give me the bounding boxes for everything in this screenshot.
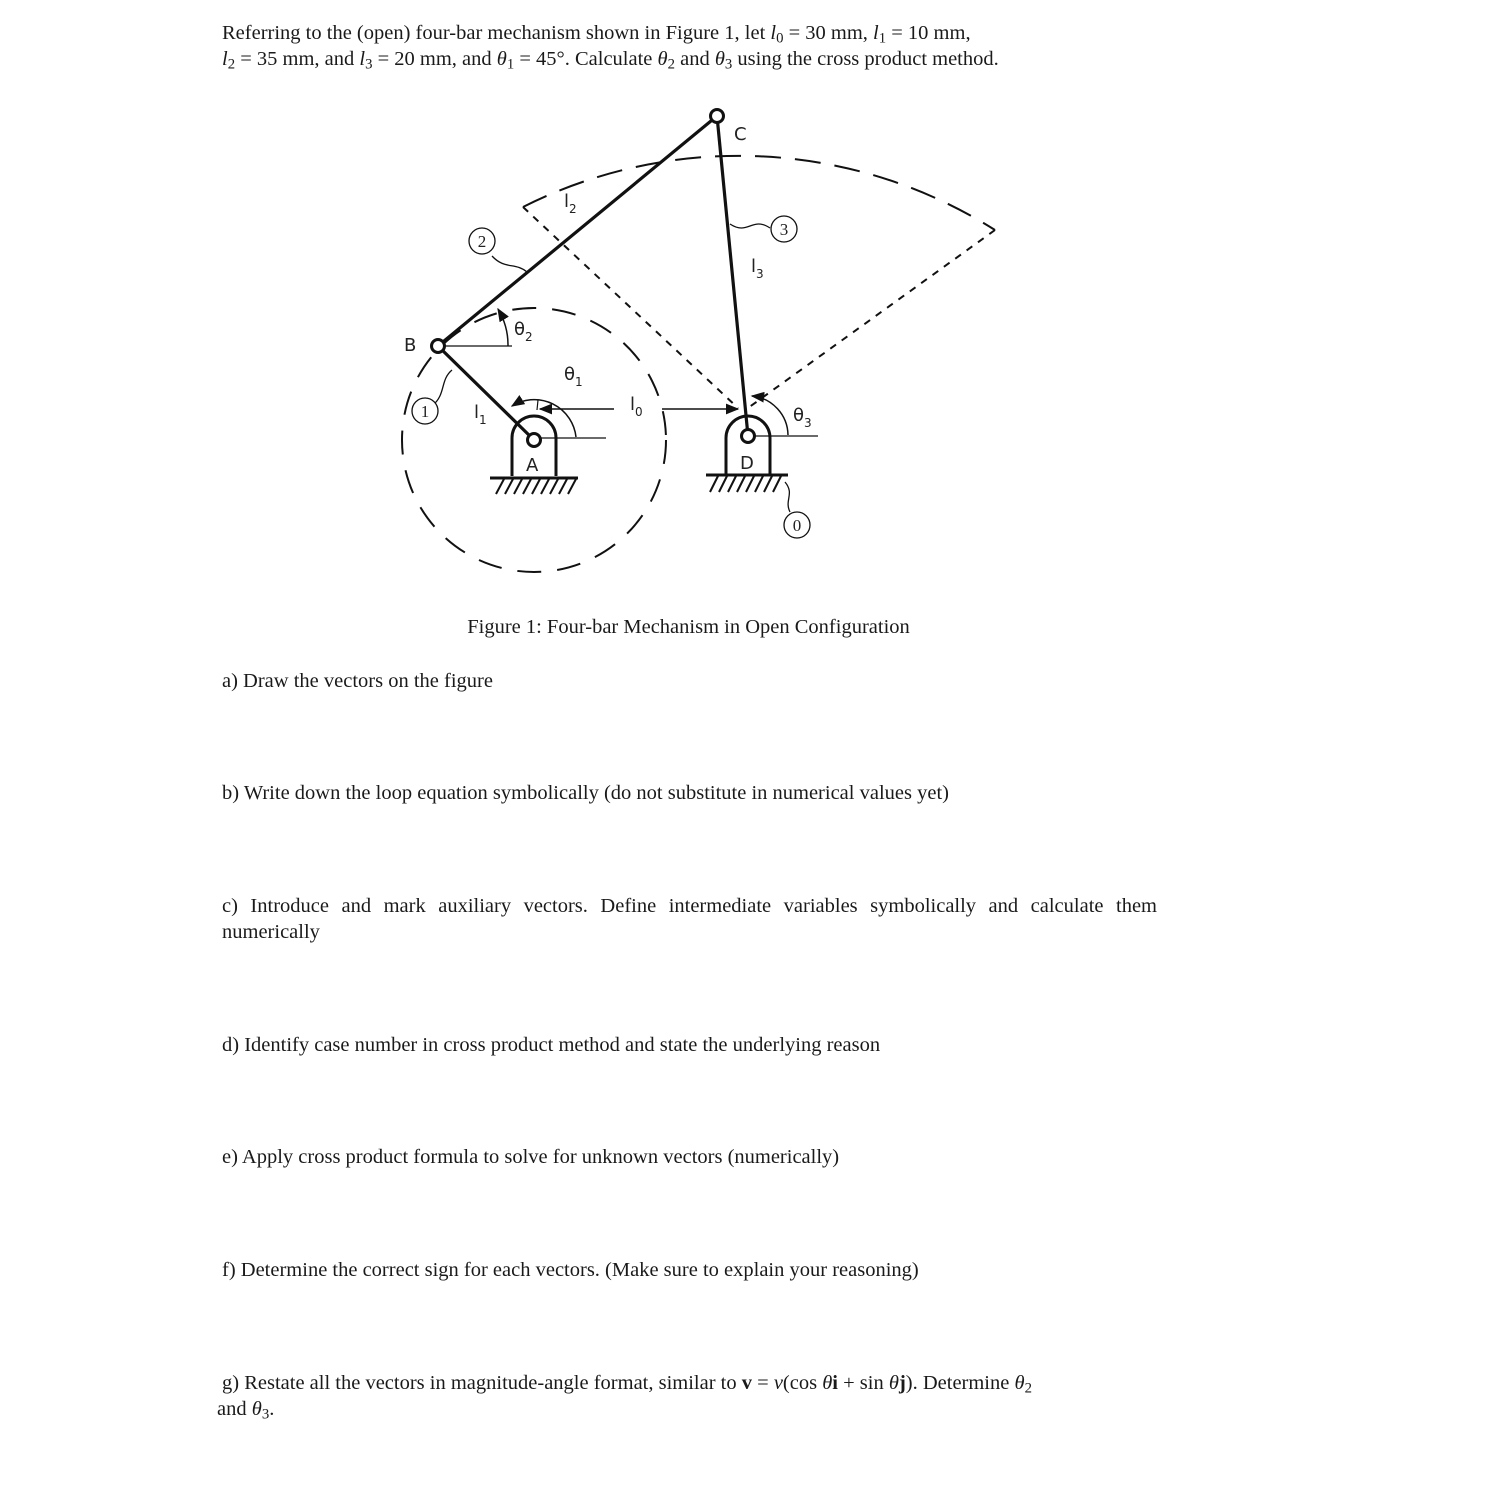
label-d: D xyxy=(740,453,754,474)
label-l3: $l_3$ xyxy=(751,256,764,281)
sin-term: + sin xyxy=(837,1372,889,1394)
mechanism-diagram xyxy=(380,95,1020,595)
symbol-l1: l xyxy=(873,22,879,44)
pin-b xyxy=(432,340,445,353)
l1-value: = 10 mm, xyxy=(886,22,971,44)
magnitude-v: v xyxy=(773,1372,783,1394)
pin-c xyxy=(711,110,724,123)
question-b: b) Write down the loop equation symbolically (do not substitute in numerical values yet) xyxy=(222,782,949,804)
l0-value: = 30 mm, xyxy=(783,22,874,44)
vector-v-bold: v xyxy=(741,1372,752,1394)
figure-caption: Figure 1: Four-bar Mechanism in Open Configuration xyxy=(467,616,910,638)
equals-sign: = xyxy=(752,1372,774,1394)
symbol-l0: l xyxy=(770,22,777,44)
sector-edge-left xyxy=(523,207,738,408)
unit-i: i xyxy=(832,1372,838,1394)
label-theta1: $\theta_1$ xyxy=(564,364,583,389)
pin-a xyxy=(528,434,541,447)
sector-edge-right xyxy=(748,230,995,408)
four-bar-mechanism-figure xyxy=(380,95,1020,595)
statement-text: using the cross product method. xyxy=(732,48,999,70)
problem-statement-line-1 xyxy=(222,20,1154,46)
problem-statement xyxy=(222,20,1154,72)
leader-3 xyxy=(730,224,770,228)
question-d: d) Identify case number in cross product method and state the underlying reason xyxy=(222,1034,881,1056)
symbol-theta1-sub: 1 xyxy=(506,56,515,73)
cos-term: (cos xyxy=(782,1372,823,1394)
theta-symbol: θ xyxy=(822,1372,833,1394)
period: . xyxy=(269,1398,275,1420)
svg-text:0: 0 xyxy=(792,516,802,535)
symbol-l2-sub: 2 xyxy=(227,56,236,73)
label-c: C xyxy=(734,124,747,145)
unit-j: j xyxy=(898,1372,906,1394)
label-a: A xyxy=(526,455,539,476)
symbol-l2: l xyxy=(222,48,228,70)
theta2-arc xyxy=(498,309,508,346)
svg-text:1: 1 xyxy=(420,402,430,421)
symbol-l3: l xyxy=(359,48,366,70)
symbol-theta2: θ xyxy=(657,48,668,70)
question-g-text: g) Restate all the vectors in magnitude-angle format, similar to xyxy=(222,1372,742,1394)
problem-statement-line-2 xyxy=(222,46,1154,72)
link-number-2 xyxy=(469,228,495,254)
svg-text:2: 2 xyxy=(477,232,487,251)
symbol-theta2: θ xyxy=(1014,1372,1025,1394)
symbol-l1-sub: 1 xyxy=(878,30,887,47)
question-f: f) Determine the correct sign for each vectors. (Make sure to explain your reasoning) xyxy=(222,1259,919,1281)
symbol-theta1: θ xyxy=(496,48,507,70)
symbol-theta3: θ xyxy=(714,48,725,70)
question-g-text: and xyxy=(217,1398,252,1420)
leader-2 xyxy=(492,256,527,272)
svg-text:3: 3 xyxy=(779,220,789,239)
question-e: e) Apply cross product formula to solve for unknown vectors (numerically) xyxy=(222,1146,840,1168)
label-theta2: $\theta_2$ xyxy=(514,319,533,344)
symbol-theta3-sub: 3 xyxy=(724,56,733,73)
leader-1 xyxy=(433,370,452,405)
link-number-0 xyxy=(784,512,810,538)
l2-value: = 35 mm, and xyxy=(235,48,360,70)
label-l0: $l_0$ xyxy=(630,394,643,419)
label-theta3: $\theta_3$ xyxy=(793,405,812,430)
link-3-rocker xyxy=(717,116,748,436)
statement-text: Referring to the (open) four-bar mechanism shown in Figure 1, let xyxy=(222,22,771,44)
symbol-theta2-sub: 2 xyxy=(1024,1380,1032,1397)
symbol-theta3-sub: 3 xyxy=(261,1406,270,1423)
label-l2: $l_2$ xyxy=(564,191,577,216)
question-c: c) Introduce and mark auxiliary vectors. Define intermediate variables symbolically and calculate them numerically xyxy=(222,895,1157,943)
statement-text: and xyxy=(674,48,715,70)
symbol-theta3: θ xyxy=(251,1398,262,1420)
theta1-value: = 45°. Calculate xyxy=(514,48,658,70)
l3-value: = 20 mm, and xyxy=(372,48,497,70)
question-g-text: ). Determine xyxy=(905,1372,1015,1394)
label-l1: $l_1$ xyxy=(474,402,487,427)
leader-0 xyxy=(785,482,790,512)
link-number-1 xyxy=(412,398,438,424)
pin-d xyxy=(742,430,755,443)
link-number-3 xyxy=(771,216,797,242)
theta-symbol: θ xyxy=(888,1372,899,1394)
symbol-l3-sub: 3 xyxy=(365,56,373,73)
symbol-theta2-sub: 2 xyxy=(667,56,675,73)
symbol-l0-sub: 0 xyxy=(776,30,784,47)
label-b: B xyxy=(404,335,417,356)
question-a: a) Draw the vectors on the figure xyxy=(222,670,493,692)
question-g xyxy=(217,1370,1157,1423)
